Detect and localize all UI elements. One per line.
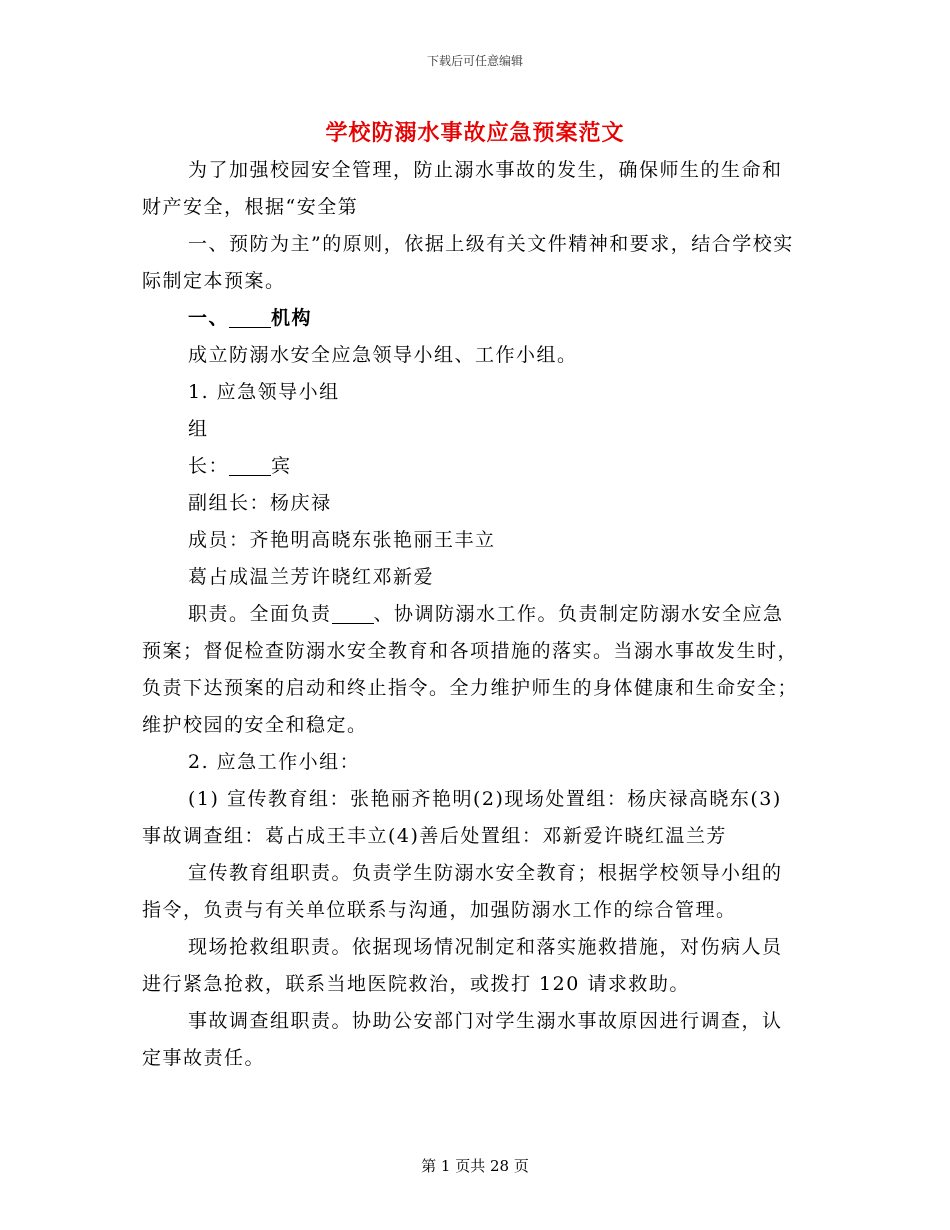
paragraph (142, 596, 802, 744)
blank-underline (229, 453, 271, 476)
paragraph: 组 (188, 418, 209, 440)
section-heading (142, 300, 802, 337)
subsection-heading: 2. 应急工作小组： (188, 751, 361, 773)
page-header: 下载后可任意编辑 (426, 54, 523, 68)
page-footer: 第 1 页共 28 页 (421, 1157, 529, 1175)
paragraph: 事故调查组职责。协助公安部门对学生溺水事故原因进行调查，认定事故责任。 (142, 1010, 783, 1069)
paragraph: 为了加强校园安全管理，防止溺水事故的发生，确保师生的生命和财产安全，根据“安全第 (142, 159, 783, 218)
paragraph: 葛占成温兰芳许晓红邓新爱 (188, 566, 435, 588)
paragraph: 一、预防为主”的原则，依据上级有关文件精神和要求，结合学校实际制定本预案。 (142, 233, 794, 292)
section-number: 一、 (188, 307, 230, 329)
document-body (142, 152, 802, 1077)
paragraph: 副组长：杨庆禄 (188, 492, 332, 514)
paragraph: 成立防溺水安全应急领导小组、工作小组。 (188, 344, 578, 366)
paragraph: 成员：齐艳明高晓东张艳丽王丰立 (188, 529, 496, 551)
paragraph: (1) 宣传教育组：张艳丽齐艳明(2)现场处置组：杨庆禄高晓东(3)事故调查组：葛占成王丰立(4)善后处置组：邓新爱许晓红温兰芳 (142, 788, 782, 847)
text-span: 、协调防溺水工作。负责制定防溺水安全应急预案；督促检查防溺水安全教育和各项措施的落实。当溺水事故发生时，负责下达预案的启动和终止指令。全力维护师生的身体健康和生命安全；维护校园的安全和稳定。 (142, 603, 799, 736)
paragraph: 宣传教育组职责。负责学生防溺水安全教育；根据学校领导小组的指令，负责与有关单位联系与沟通，加强防溺水工作的综合管理。 (142, 862, 783, 921)
document-title: 学校防溺水事故应急预案范文 (325, 120, 625, 146)
section-heading-text: 机构 (271, 307, 313, 329)
blank-underline (229, 305, 271, 328)
paragraph (142, 448, 802, 485)
paragraph: 现场抢救组职责。依据现场情况制定和落实施救措施，对伤病人员进行紧急抢救，联系当地医院救治，或拨打 120 请求救助。 (142, 936, 783, 995)
subsection-heading: 1. 应急领导小组 (188, 381, 340, 403)
value-text: 宾 (271, 455, 292, 477)
text-span: 职责。全面负责 (188, 603, 332, 625)
label-text: 长： (188, 455, 230, 477)
blank-underline (332, 601, 374, 624)
